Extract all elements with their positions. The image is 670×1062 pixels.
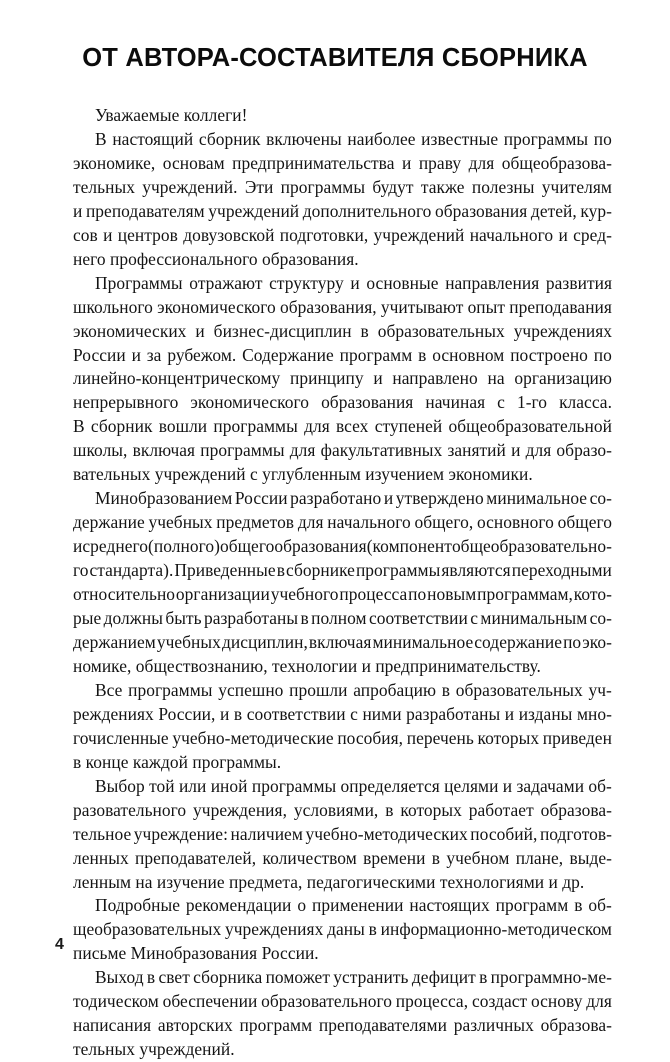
- line-word: содержание: [474, 631, 563, 652]
- line-word: учебно-методические: [172, 727, 334, 748]
- line-word: гочисленные: [73, 727, 169, 748]
- line-word: на: [487, 368, 505, 389]
- line-word: преподавателями: [318, 1015, 447, 1036]
- line-word: разовательного: [73, 799, 187, 820]
- line-word: общего: [219, 536, 275, 557]
- line-word: довузовской: [183, 224, 275, 245]
- line-word: основам: [162, 152, 225, 173]
- line-word: среднего: [82, 536, 148, 557]
- line-word: создаст: [471, 991, 528, 1012]
- line-word: со-: [589, 488, 612, 509]
- line-word: основного: [476, 512, 554, 533]
- line-word: в: [385, 799, 394, 820]
- line-word: и: [350, 272, 360, 293]
- line-word: образовательных: [377, 320, 505, 341]
- line-word: плане,: [515, 847, 564, 868]
- body-line: [73, 391, 612, 415]
- line-word: сред-: [573, 224, 612, 245]
- line-word: линейно-концентрическому: [73, 368, 281, 389]
- body-line: [73, 894, 612, 918]
- body-text-column: [73, 104, 612, 1062]
- line-word: с: [350, 703, 358, 724]
- line-word: программы: [503, 128, 589, 149]
- line-word: детей,: [530, 200, 577, 221]
- line-word: образования: [274, 536, 367, 557]
- body-line: [73, 703, 612, 727]
- line-word: кур-: [580, 200, 612, 221]
- line-word: тельное: [73, 823, 132, 844]
- line-word: всех: [336, 416, 369, 437]
- body-line: [73, 631, 612, 655]
- line-word: учебных: [156, 631, 221, 652]
- line-word: выде-: [569, 847, 612, 868]
- body-line: него профессионального образования.: [73, 248, 359, 269]
- line-word: с: [470, 608, 479, 629]
- body-line: [73, 415, 612, 439]
- body-line: [73, 296, 612, 320]
- line-word: минимальным: [480, 608, 588, 629]
- line-word: подготовки,: [279, 224, 369, 245]
- line-word: факультативных: [320, 440, 443, 461]
- line-word: и: [511, 440, 521, 461]
- line-word: (компонент: [366, 536, 452, 557]
- line-word: Выбор: [95, 775, 145, 796]
- line-word: по: [593, 344, 612, 365]
- line-word: держание: [73, 512, 145, 533]
- line-word: пособия,: [337, 727, 404, 748]
- line-word: времени: [363, 847, 426, 868]
- line-word: наиболее: [347, 128, 416, 149]
- line-word: включая: [308, 631, 372, 652]
- line-word: держанием: [73, 631, 156, 652]
- line-word: начального: [327, 512, 411, 533]
- line-word: Минобразованием: [95, 488, 233, 509]
- line-word: и: [502, 775, 513, 796]
- line-word: экономических: [73, 320, 187, 341]
- body-line: Уважаемые коллеги!: [95, 105, 248, 125]
- line-word: центров: [117, 224, 178, 245]
- line-word: экономического: [190, 392, 310, 413]
- line-word: предметов: [216, 512, 295, 533]
- line-word: бизнес-дисциплин: [213, 320, 352, 341]
- line-word: учителям: [541, 176, 612, 197]
- line-word: образовательных: [455, 679, 583, 700]
- line-word: вошли: [158, 416, 208, 437]
- line-word: и: [73, 536, 83, 557]
- line-word: полезны: [471, 176, 535, 197]
- line-word: образова-: [540, 1015, 612, 1036]
- line-word: настоящий: [112, 128, 194, 149]
- line-word: в: [146, 967, 156, 988]
- line-word: прошли: [289, 679, 348, 700]
- line-word: в: [360, 320, 369, 341]
- line-word: об-: [588, 895, 612, 916]
- line-word: учреждения,: [193, 799, 287, 820]
- line-word: ступеней: [374, 416, 443, 437]
- body-line: [73, 224, 612, 248]
- line-word: рекомендации: [185, 895, 292, 916]
- line-word: успешно: [218, 679, 284, 700]
- line-word: образования: [435, 200, 528, 221]
- line-word: Подробные: [95, 895, 180, 916]
- line-word: преподавателей,: [135, 847, 257, 868]
- body-line: [73, 799, 612, 823]
- line-word: 1-го: [516, 392, 548, 413]
- line-word: по: [563, 631, 582, 652]
- line-word: опыт: [467, 296, 506, 317]
- line-word: целями: [444, 775, 499, 796]
- line-word: иной: [210, 775, 248, 796]
- line-word: кото-: [573, 584, 612, 605]
- body-line: письме Минобразования России.: [73, 943, 319, 964]
- line-word: свет: [158, 967, 190, 988]
- line-word: программ: [339, 344, 413, 365]
- line-word: поможет: [265, 967, 330, 988]
- line-word: настоящих: [409, 895, 490, 916]
- line-word: написания: [73, 1015, 152, 1036]
- line-word: построено: [510, 344, 588, 365]
- line-word: также: [420, 176, 465, 197]
- line-word: в: [418, 344, 427, 365]
- line-word: России: [234, 488, 288, 509]
- line-word: стандарта).: [89, 560, 174, 581]
- line-word: разработано: [290, 488, 382, 509]
- line-word: сборник: [198, 128, 261, 149]
- line-word: в: [368, 919, 377, 940]
- line-word: той: [149, 775, 175, 796]
- body-line: [73, 511, 612, 535]
- line-word: процесса,: [395, 991, 469, 1012]
- line-word: устранить: [333, 967, 409, 988]
- line-word: отражают: [189, 272, 263, 293]
- line-word: для: [304, 416, 330, 437]
- line-word: экономического: [157, 296, 276, 317]
- line-word: об-: [588, 775, 612, 796]
- line-word: образования: [321, 392, 414, 413]
- line-word: дополнительного: [302, 200, 432, 221]
- line-word: процесса: [339, 584, 408, 605]
- body-line: вательных учреждений с углубленным изучением экономики.: [73, 464, 533, 485]
- line-word: рые: [73, 608, 102, 629]
- line-word: учитывают: [380, 296, 464, 317]
- line-word: образовательного: [261, 991, 392, 1012]
- line-word: экономике,: [73, 152, 156, 173]
- line-word: перечень: [406, 727, 474, 748]
- line-word: для: [297, 512, 324, 533]
- line-word: занятий: [447, 440, 506, 461]
- line-word: начального: [469, 224, 554, 245]
- line-word: учреждений: [373, 224, 465, 245]
- line-word: минимальное: [486, 488, 588, 509]
- line-word: учебного: [270, 584, 339, 605]
- line-word: дефицит: [411, 967, 476, 988]
- body-line: [73, 990, 612, 1014]
- line-word: мно-: [576, 703, 612, 724]
- line-word: программ: [495, 895, 569, 916]
- line-word: учреждений.: [142, 176, 238, 197]
- line-word: в: [431, 847, 441, 868]
- line-word: и: [373, 368, 383, 389]
- line-word: учебных: [148, 512, 213, 533]
- line-word: применении: [311, 895, 404, 916]
- line-word: образо-: [556, 440, 612, 461]
- line-word: и: [103, 224, 113, 245]
- line-word: и: [219, 703, 230, 724]
- line-word: или: [178, 775, 207, 796]
- line-word: являются: [441, 560, 511, 581]
- line-word: задачами: [516, 775, 585, 796]
- line-word: разработаны: [204, 608, 299, 629]
- line-word: для: [525, 440, 552, 461]
- body-line: [73, 966, 612, 990]
- line-word: развития: [545, 272, 612, 293]
- body-line: [73, 727, 612, 751]
- body-line: в конце каждой программы.: [73, 751, 282, 772]
- line-word: утверждено: [395, 488, 484, 509]
- line-word: непрерывного: [73, 392, 179, 413]
- body-line: [73, 607, 612, 631]
- line-word: основные: [366, 272, 439, 293]
- line-word: в: [441, 679, 451, 700]
- line-word: по: [408, 584, 427, 605]
- body-line: [73, 679, 612, 703]
- line-word: России: [73, 344, 126, 365]
- line-word: преподавателям: [85, 200, 205, 221]
- line-word: включая: [132, 440, 196, 461]
- line-word: в: [233, 703, 243, 724]
- line-word: (полного): [148, 536, 220, 557]
- line-word: и: [73, 200, 83, 221]
- line-word: сборнике: [286, 560, 355, 581]
- line-word: ними: [362, 703, 402, 724]
- line-word: количеством: [262, 847, 357, 868]
- body-line: ленным на изучение предмета, педагогическими технологиями и др.: [73, 871, 585, 892]
- line-word: включены: [266, 128, 342, 149]
- line-word: В: [95, 128, 107, 149]
- body-line: [73, 367, 612, 391]
- line-word: разработаны: [406, 703, 501, 724]
- line-word: и: [504, 703, 515, 724]
- line-word: апробацию: [353, 679, 437, 700]
- line-word: даны: [327, 919, 365, 940]
- line-word: общего: [557, 512, 612, 533]
- line-word: программы: [128, 679, 213, 700]
- line-word: будут: [372, 176, 414, 197]
- body-line: [73, 847, 612, 871]
- line-word: работает: [468, 799, 534, 820]
- line-word: программ: [239, 1015, 313, 1036]
- line-word: минимальное: [372, 631, 474, 652]
- line-word: сборника: [193, 967, 263, 988]
- line-word: известные: [421, 128, 499, 149]
- line-word: класса.: [559, 392, 612, 413]
- line-word: организацию: [514, 368, 612, 389]
- line-word: общеобразовательно-: [451, 536, 612, 557]
- line-word: принципу: [289, 368, 364, 389]
- line-word: должны: [103, 608, 163, 629]
- line-word: учреждений: [208, 200, 300, 221]
- line-word: которых: [400, 799, 462, 820]
- line-word: структуру: [269, 272, 344, 293]
- line-word: в: [479, 967, 488, 988]
- line-word: рубежом.: [167, 344, 237, 365]
- line-word: тельных: [73, 176, 135, 197]
- line-word: программы: [251, 775, 337, 796]
- body-line: [73, 200, 612, 224]
- line-word: общего,: [414, 512, 474, 533]
- line-word: различных: [453, 1015, 534, 1036]
- line-word: сов: [73, 224, 98, 245]
- line-word: в: [300, 608, 309, 629]
- body-line: [73, 775, 612, 799]
- body-line: [73, 344, 612, 368]
- line-word: общеобразова-: [501, 152, 612, 173]
- line-word: в: [574, 895, 583, 916]
- line-word: обеспечении: [162, 991, 258, 1012]
- body-line: [73, 559, 612, 583]
- line-word: Содержание: [242, 344, 334, 365]
- line-word: авторских: [157, 1015, 233, 1036]
- line-word: Эти: [244, 176, 274, 197]
- body-line: [73, 152, 612, 176]
- line-word: относительно: [73, 584, 176, 605]
- line-word: которых: [477, 727, 540, 748]
- line-word: для: [289, 440, 316, 461]
- line-word: направления: [445, 272, 540, 293]
- line-word: программно-ме-: [490, 967, 612, 988]
- line-word: соответствии: [246, 703, 346, 724]
- line-word: программы: [200, 440, 285, 461]
- line-word: соответствии: [368, 608, 468, 629]
- line-word: эко-: [582, 631, 612, 652]
- line-word: начиная: [425, 392, 486, 413]
- line-word: Все: [95, 679, 123, 700]
- line-word: В: [73, 416, 85, 437]
- line-word: го: [73, 560, 89, 581]
- line-word: учебном: [446, 847, 510, 868]
- line-word: организации: [175, 584, 270, 605]
- line-word: изданы: [518, 703, 573, 724]
- line-word: праву: [418, 152, 462, 173]
- line-word: по: [593, 128, 612, 149]
- line-word: и: [558, 224, 568, 245]
- line-word: приведен: [542, 727, 612, 748]
- line-word: образова-: [540, 799, 612, 820]
- line-word: с: [497, 392, 505, 413]
- line-word: о: [297, 895, 307, 916]
- line-word: за: [146, 344, 162, 365]
- line-word: дисциплин,: [221, 631, 308, 652]
- line-word: со-: [589, 608, 612, 629]
- line-word: реждениях: [73, 703, 154, 724]
- line-word: для: [586, 991, 612, 1012]
- body-line: [73, 823, 612, 847]
- body-line: [73, 487, 612, 511]
- line-word: полном: [311, 608, 367, 629]
- line-word: общеобразовательной: [448, 416, 612, 437]
- line-word: быть: [165, 608, 202, 629]
- line-word: новым: [427, 584, 477, 605]
- body-line: [73, 176, 612, 200]
- body-line: [73, 918, 612, 942]
- line-word: учреждение:: [133, 823, 228, 844]
- page-number: 4: [55, 936, 64, 953]
- line-word: программы: [280, 176, 366, 197]
- line-word: тодическом: [73, 991, 159, 1012]
- body-line: [73, 272, 612, 296]
- line-word: программам,: [477, 584, 573, 605]
- line-word: пособий,: [470, 823, 538, 844]
- body-line: [73, 320, 612, 344]
- line-word: школы,: [73, 440, 128, 461]
- line-word: Программы: [95, 272, 183, 293]
- line-word: Выход: [95, 967, 144, 988]
- line-word: определяется: [340, 775, 440, 796]
- body-line: [73, 583, 612, 607]
- line-word: для: [468, 152, 495, 173]
- line-word: программы: [355, 560, 441, 581]
- line-word: Приведенные: [174, 560, 276, 581]
- line-word: преподавания: [509, 296, 612, 317]
- line-word: предпринимательства: [232, 152, 395, 173]
- line-word: и: [195, 320, 205, 341]
- line-word: и: [131, 344, 141, 365]
- line-word: и: [383, 488, 394, 509]
- line-word: школьного: [73, 296, 153, 317]
- line-word: сборник: [90, 416, 153, 437]
- body-line: [73, 1014, 612, 1038]
- body-line: [73, 535, 612, 559]
- line-word: образования,: [279, 296, 377, 317]
- line-word: учреждениях: [513, 320, 612, 341]
- line-word: уч-: [588, 679, 612, 700]
- line-word: направлено: [392, 368, 478, 389]
- line-word: в: [276, 560, 285, 581]
- line-word: переходными: [511, 560, 612, 581]
- line-word: условиями,: [293, 799, 379, 820]
- body-line: тельных учреждений.: [73, 1039, 235, 1060]
- page-title: ОТ АВТОРА-СОСТАВИТЕЛЯ СБОРНИКА: [82, 44, 588, 72]
- body-line: [73, 439, 612, 463]
- line-word: и: [401, 152, 412, 173]
- line-word: наличием: [230, 823, 303, 844]
- line-word: учреждениях: [225, 919, 324, 940]
- line-word: информационно-методическом: [380, 919, 612, 940]
- line-word: подготов-: [539, 823, 612, 844]
- line-word: ленных: [73, 847, 129, 868]
- line-word: основу: [530, 991, 583, 1012]
- line-word: щеобразовательных: [73, 919, 222, 940]
- body-line: [73, 128, 612, 152]
- line-word: России,: [158, 703, 216, 724]
- body-line: номике, обществознанию, технологии и предпринимательству.: [73, 655, 541, 676]
- line-word: программы: [213, 416, 298, 437]
- line-word: основном: [432, 344, 505, 365]
- line-word: учебно-методических: [305, 823, 468, 844]
